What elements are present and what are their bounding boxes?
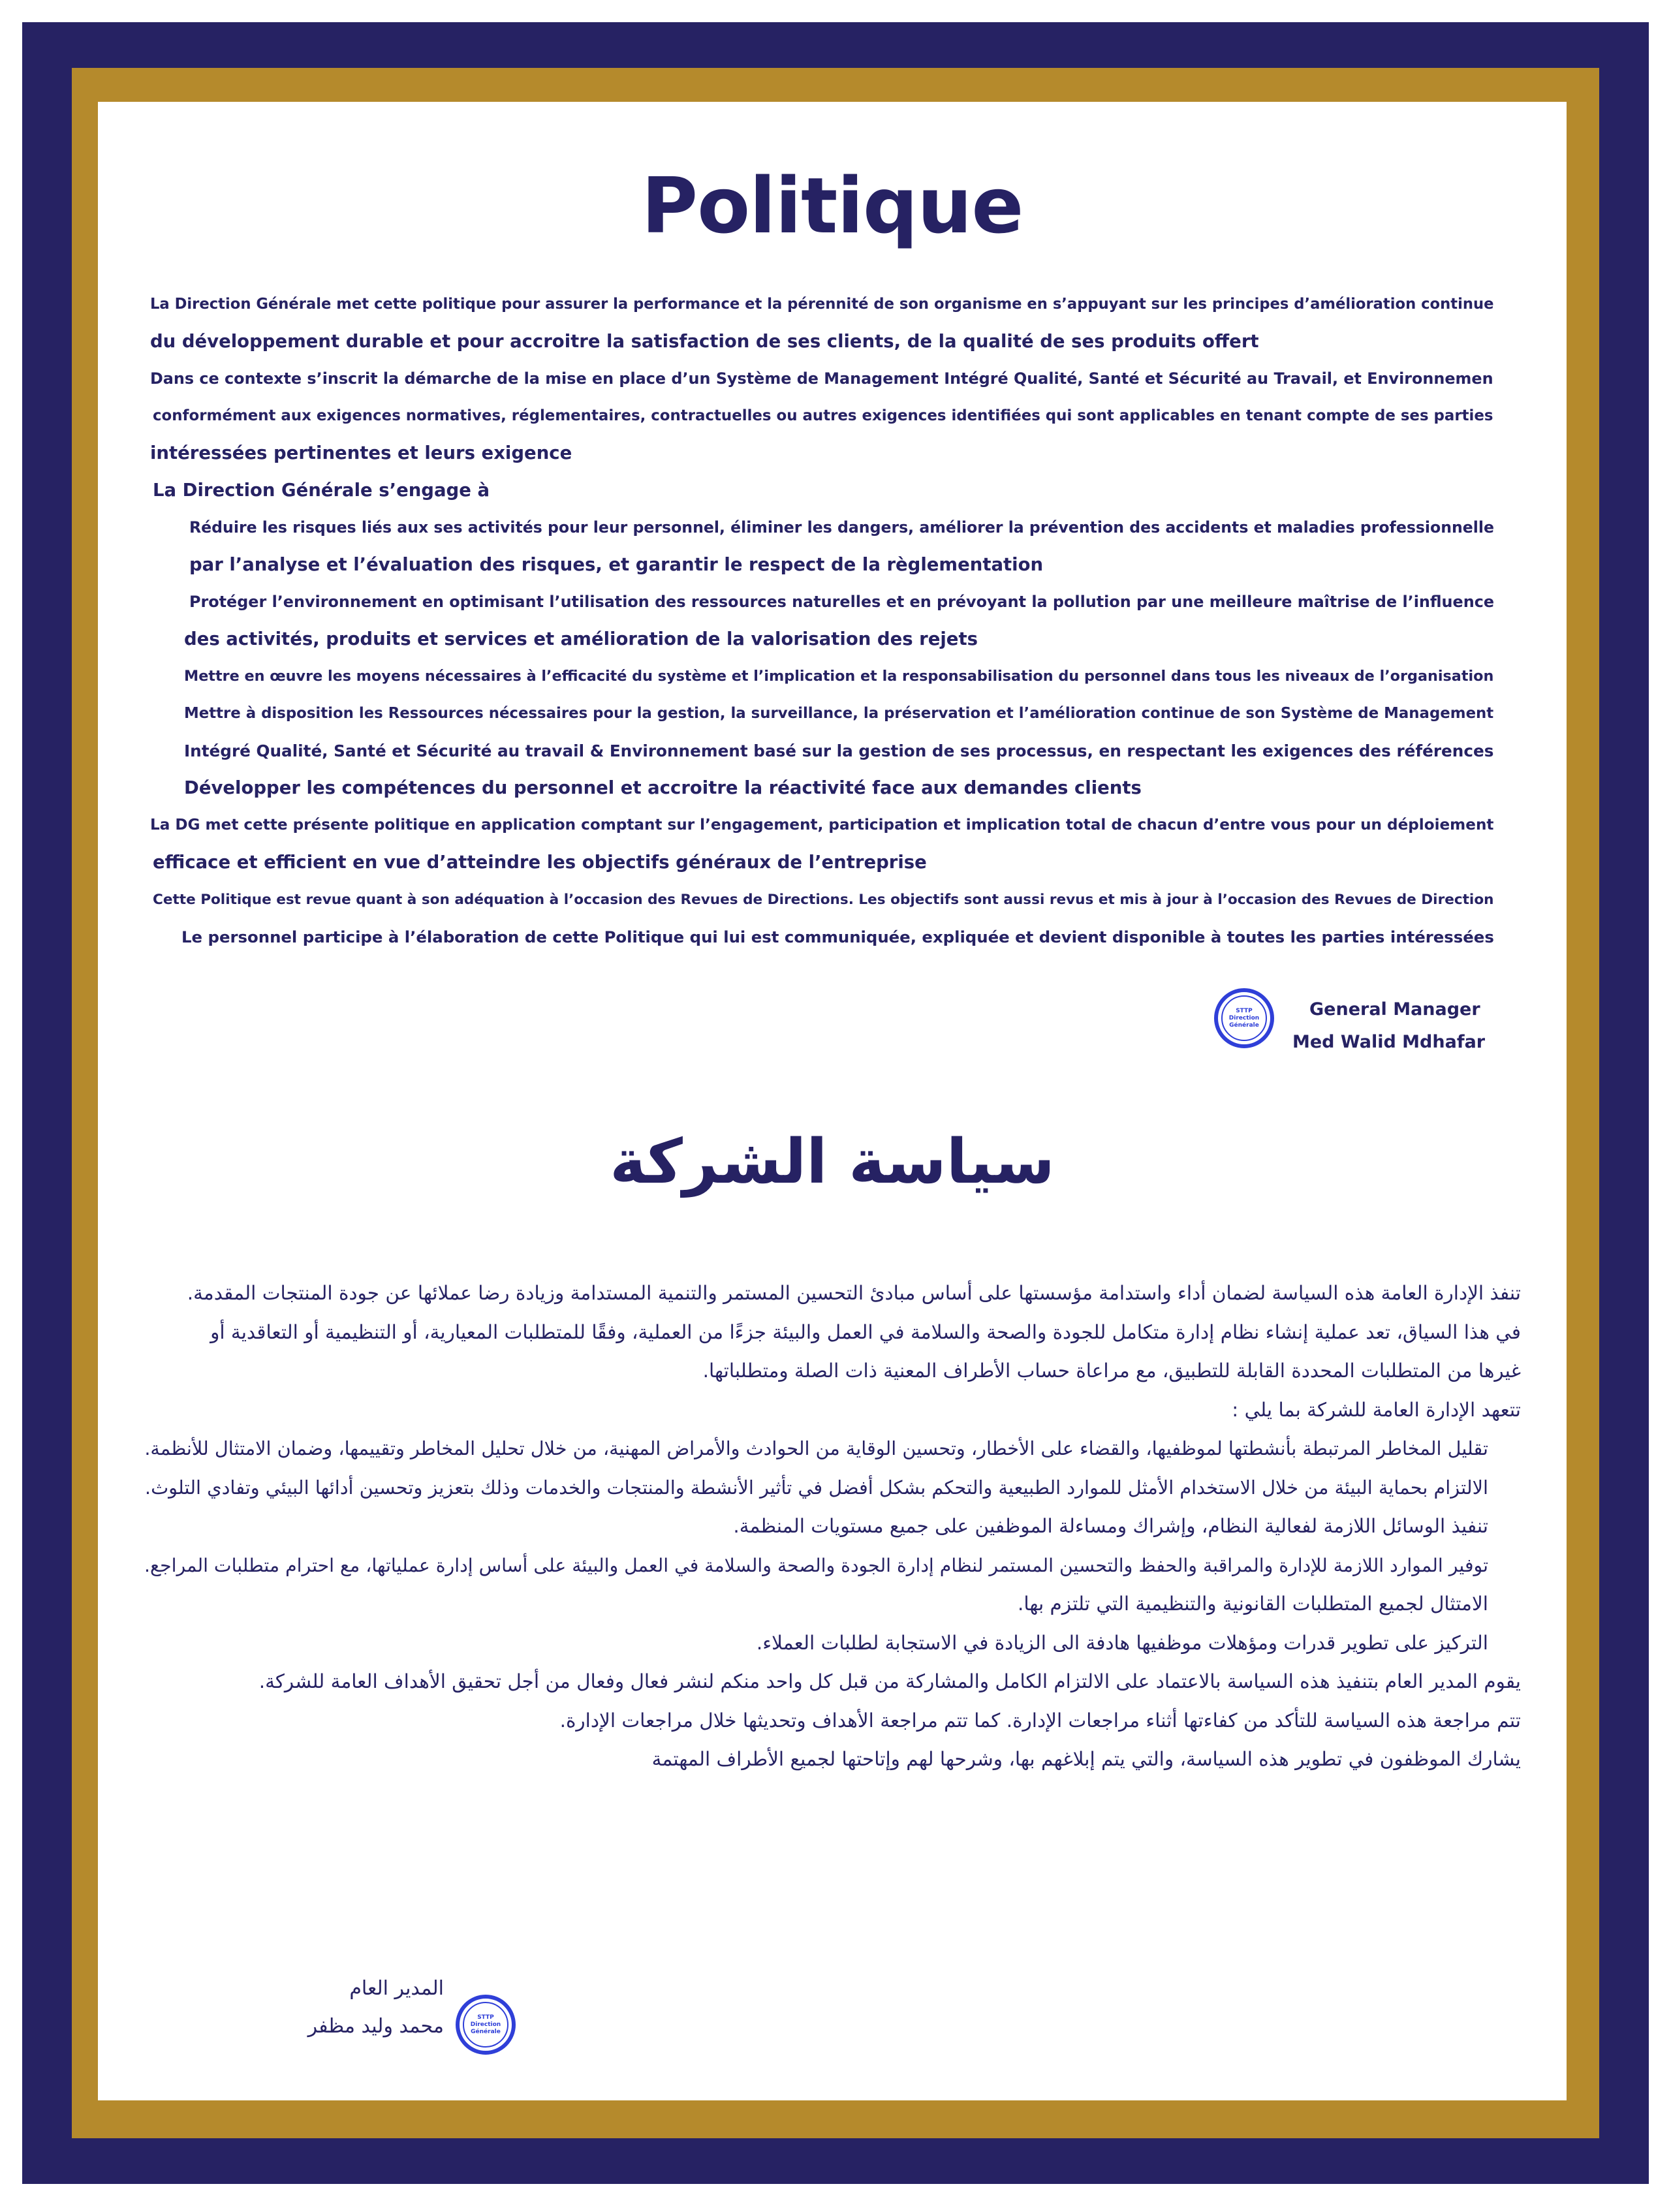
fr-paragraph-line: conformément aux exigences normatives, réglementaires, contractuelles ou autres exigences identifiées qui sont applicables en tenant compte de ses parties [153, 407, 1493, 424]
company-stamp [456, 1995, 516, 2055]
company-stamp [1214, 988, 1274, 1048]
fr-commitment-item: des activités, produits et services et amélioration de la valorisation des rejets [184, 629, 978, 649]
fr-paragraph-line: La Direction Générale met cette politique pour assurer la performance et la pérennité de son organisme en s’appuyant sur les principes d’amélioration continue [150, 296, 1494, 313]
ar-paragraph-line: غيرها من المتطلبات المحددة القابلة للتطبيق، مع مراعاة حساب الأطراف المعنية ذات الصلة ومتطلباتها. [702, 1360, 1521, 1382]
ar-paragraph-line: تنفذ الإدارة العامة هذه السياسة لضمان أداء واستدامة مؤسستها على أساس مبادئ التحسين المستمر والتنمية المستدامة وزيادة رضا عملائها عن جودة المنتجات المقدمة. [187, 1282, 1521, 1304]
stamp-text: STTP Direction Générale [470, 2014, 501, 2035]
ar-commitment-item: تقليل المخاطر المرتبطة بأنشطتها لموظفيها، والقضاء على الأخطار، وتحسين الوقاية من الحوادث والأمراض المهنية، من خلال تحليل المخاطر وتقييمها، وضمان الامتثال للأنظمة. [144, 1437, 1488, 1459]
policy-document [98, 102, 1567, 2100]
stamp-text: STTP Direction Générale [1228, 1007, 1260, 1029]
arabic-policy-text [137, 1274, 1521, 1779]
ar-commitment-item: توفير الموارد اللازمة للإدارة والمراقبة والحفظ والتحسين المستمر لنظام إدارة الجودة والصحة والسلامة في العمل والبيئة على أساس إدارة عملياتها، مع احترام متطلبات المراجع. [144, 1554, 1488, 1576]
signer-name: Med Walid Mdhafar [1292, 1032, 1486, 1052]
signer-name: محمد وليد مظفر [307, 2015, 444, 2038]
fr-paragraph-line: du développement durable et pour accroitre la satisfaction de ses clients, de la qualité de ses produits offert [150, 331, 1259, 352]
fr-paragraph-line: La DG met cette présente politique en application comptant sur l’engagement, participation et implication total de chacun d’entre vous pour un déploiement [150, 817, 1494, 833]
fr-commitment-item: Réduire les risques liés aux ses activités pour leur personnel, éliminer les dangers, améliorer la prévention des accidents et maladies professionnelle [189, 518, 1494, 537]
ar-commitment-heading: تتعهد الإدارة العامة للشركة بما يلي : [1232, 1398, 1521, 1421]
ar-commitment-item: الالتزام بحماية البيئة من خلال الاستخدام الأمثل للموارد الطبيعية والتحكم بشكل أفضل في تأثير الأنشطة والمنتجات والخدمات وذلك بتعزيز وتحسين أدائها البيئي وتفادي التلوث. [144, 1476, 1488, 1499]
signer-role: المدير العام [349, 1977, 444, 2000]
fr-paragraph-line: efficace et efficient en vue d’atteindre les objectifs généraux de l’entreprise [153, 852, 927, 873]
arabic-signature-block [307, 1970, 568, 2061]
signature-text [308, 1970, 444, 2046]
ar-paragraph-line: تتم مراجعة هذه السياسة للتأكد من كفاءتها أثناء مراجعات الإدارة. كما تتم مراجعة الأهداف وتحديثها خلال مراجعات الإدارة. [559, 1709, 1521, 1732]
fr-paragraph-line: Dans ce contexte s’inscrit la démarche de la mise en place d’un Système de Management Intégré Qualité, Santé et Sécurité au Travail, et Environnemen [150, 369, 1493, 388]
fr-paragraph-line: Le personnel participe à l’élaboration de cette Politique qui lui est communiquée, expliquée et devient disponible à toutes les parties intéressées [181, 927, 1494, 946]
fr-commitment-heading: La Direction Générale s’engage à [153, 480, 490, 501]
french-title: Politique [641, 161, 1023, 251]
ar-paragraph-line: في هذا السياق، تعد عملية إنشاء نظام إدارة متكامل للجودة والصحة والسلامة في العمل والبيئة جزءًا من العملية، وفقًا للمتطلبات المعيارية، أو التنظيمية أو التعاقدية أو [210, 1320, 1521, 1343]
fr-commitment-item: Développer les compétences du personnel et accroitre la réactivité face aux demandes clients [184, 777, 1142, 798]
ar-paragraph-line: يشارك الموظفون في تطوير هذه السياسة، والتي يتم إبلاغهم بها، وشرحها لهم وإتاحتها لجميع الأطراف المهتمة [651, 1748, 1521, 1770]
french-policy-text [150, 286, 1501, 956]
signature-text [1292, 993, 1485, 1059]
fr-commitment-item: Mettre en œuvre les moyens nécessaires à l’efficacité du système et l’implication et la responsabilisation du personnel dans tous les niveaux de l’organisation [184, 668, 1494, 685]
fr-paragraph-line: Cette Politique est revue quant à son adéquation à l’occasion des Revues de Directions. Les objectifs sont aussi revus et mis à jour à l’occasion des Revues de Direction [153, 892, 1494, 908]
fr-paragraph-line: intéressées pertinentes et leurs exigence [150, 443, 572, 463]
ar-commitment-item: التركيز على تطوير قدرات ومؤهلات موظفيها هادفة الى الزيادة في الاستجابة لطلبات العملاء. [756, 1631, 1488, 1654]
ar-commitment-item: تنفيذ الوسائل اللازمة لفعالية النظام، وإشراك ومساءلة الموظفين على جميع مستويات المنظمة. [733, 1515, 1488, 1537]
ar-paragraph-line: يقوم المدير العام بتنفيذ هذه السياسة بالاعتماد على الالتزام الكامل والمشاركة من قبل كل واحد منكم لنشر فعال وفعال من أجل تحقيق الأهداف العامة للشركة. [258, 1670, 1521, 1692]
signer-role: General Manager [1309, 999, 1480, 1020]
ar-commitment-item: الامتثال لجميع المتطلبات القانونية والتنظيمية التي تلتزم بها. [1018, 1593, 1488, 1615]
fr-commitment-item: Protéger l’environnement en optimisant l’utilisation des ressources naturelles et en prévoyant la pollution par une meilleure maîtrise de l’influence [189, 593, 1495, 611]
fr-commitment-item: Intégré Qualité, Santé et Sécurité au travail & Environnement basé sur la gestion de ses processus, en respectant les exigences des références [184, 741, 1494, 760]
arabic-title: سياسة الشركة [610, 1127, 1055, 1198]
fr-commitment-item: Mettre à disposition les Ressources nécessaires pour la gestion, la surveillance, la préservation et l’amélioration continue de son Système de Management [184, 705, 1494, 722]
fr-commitment-item: par l’analyse et l’évaluation des risques, et garantir le respect de la règlementation [189, 554, 1044, 575]
